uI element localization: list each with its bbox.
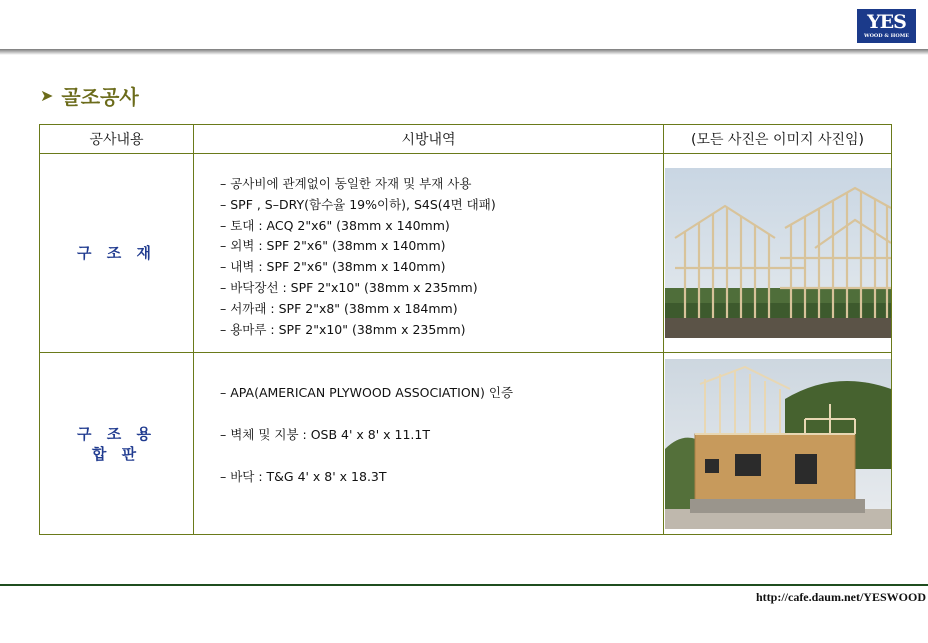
- list-item: – 내벽 : SPF 2"x6" (38mm x 140mm): [220, 259, 446, 275]
- yes-wood-home-logo: [857, 9, 916, 43]
- category-label: 구 조 재: [77, 244, 156, 262]
- category-cell: [40, 353, 194, 535]
- table-row: [40, 154, 892, 353]
- list-item: – 벽체 및 지붕 : OSB 4' x 8' x 11.1T: [220, 427, 430, 442]
- spec-table: [39, 124, 892, 535]
- category-label: 합 판: [91, 444, 142, 463]
- footer-divider: [0, 584, 928, 586]
- logo-sub-text: WOOD & HOME: [863, 33, 910, 39]
- header-photo-note: (모든 사진은 이미지 사진임): [664, 125, 892, 154]
- list-item: – 바닥 : T&G 4' x 8' x 18.3T: [220, 469, 387, 484]
- spec-list: [194, 154, 663, 340]
- photo-cell: [664, 353, 892, 535]
- header-divider: [0, 49, 928, 55]
- category-label: 구 조 용: [77, 424, 156, 443]
- category-cell: [40, 154, 194, 353]
- spec-cell: [194, 154, 664, 353]
- spec-cell: [194, 353, 664, 535]
- list-item: – APA(AMERICAN PLYWOOD ASSOCIATION) 인증: [220, 385, 514, 400]
- table-header-row: [40, 125, 892, 154]
- spec-list: [194, 353, 663, 509]
- list-item: – 토대 : ACQ 2"x6" (38mm x 140mm): [220, 217, 450, 233]
- section-title: [40, 82, 139, 108]
- list-item: – 용마루 : SPF 2"x10" (38mm x 235mm): [220, 321, 466, 337]
- header-specification: 시방내역: [194, 125, 664, 154]
- footer-url[interactable]: http://cafe.daum.net/YESWOOD: [755, 590, 926, 604]
- framing-photo: [665, 168, 891, 338]
- logo-main-text: YES: [867, 11, 906, 33]
- list-item: – 바닥장선 : SPF 2"x10" (38mm x 235mm): [220, 279, 478, 295]
- plywood-house-photo: [665, 359, 891, 529]
- section-title-text: 골조공사: [61, 84, 139, 109]
- table-row: [40, 353, 892, 535]
- header-work-content: 공사내용: [40, 125, 194, 154]
- list-item: – 서까래 : SPF 2"x8" (38mm x 184mm): [220, 300, 458, 316]
- list-item: – SPF , S–DRY(함수율 19%이하), S4S(4면 대패): [220, 196, 496, 212]
- photo-cell: [664, 154, 892, 353]
- list-item: – 외벽 : SPF 2"x6" (38mm x 140mm): [220, 238, 446, 254]
- list-item: – 공사비에 관계없이 동일한 자재 및 부재 사용: [220, 176, 472, 191]
- triangle-bullet-icon: ➤: [40, 85, 54, 105]
